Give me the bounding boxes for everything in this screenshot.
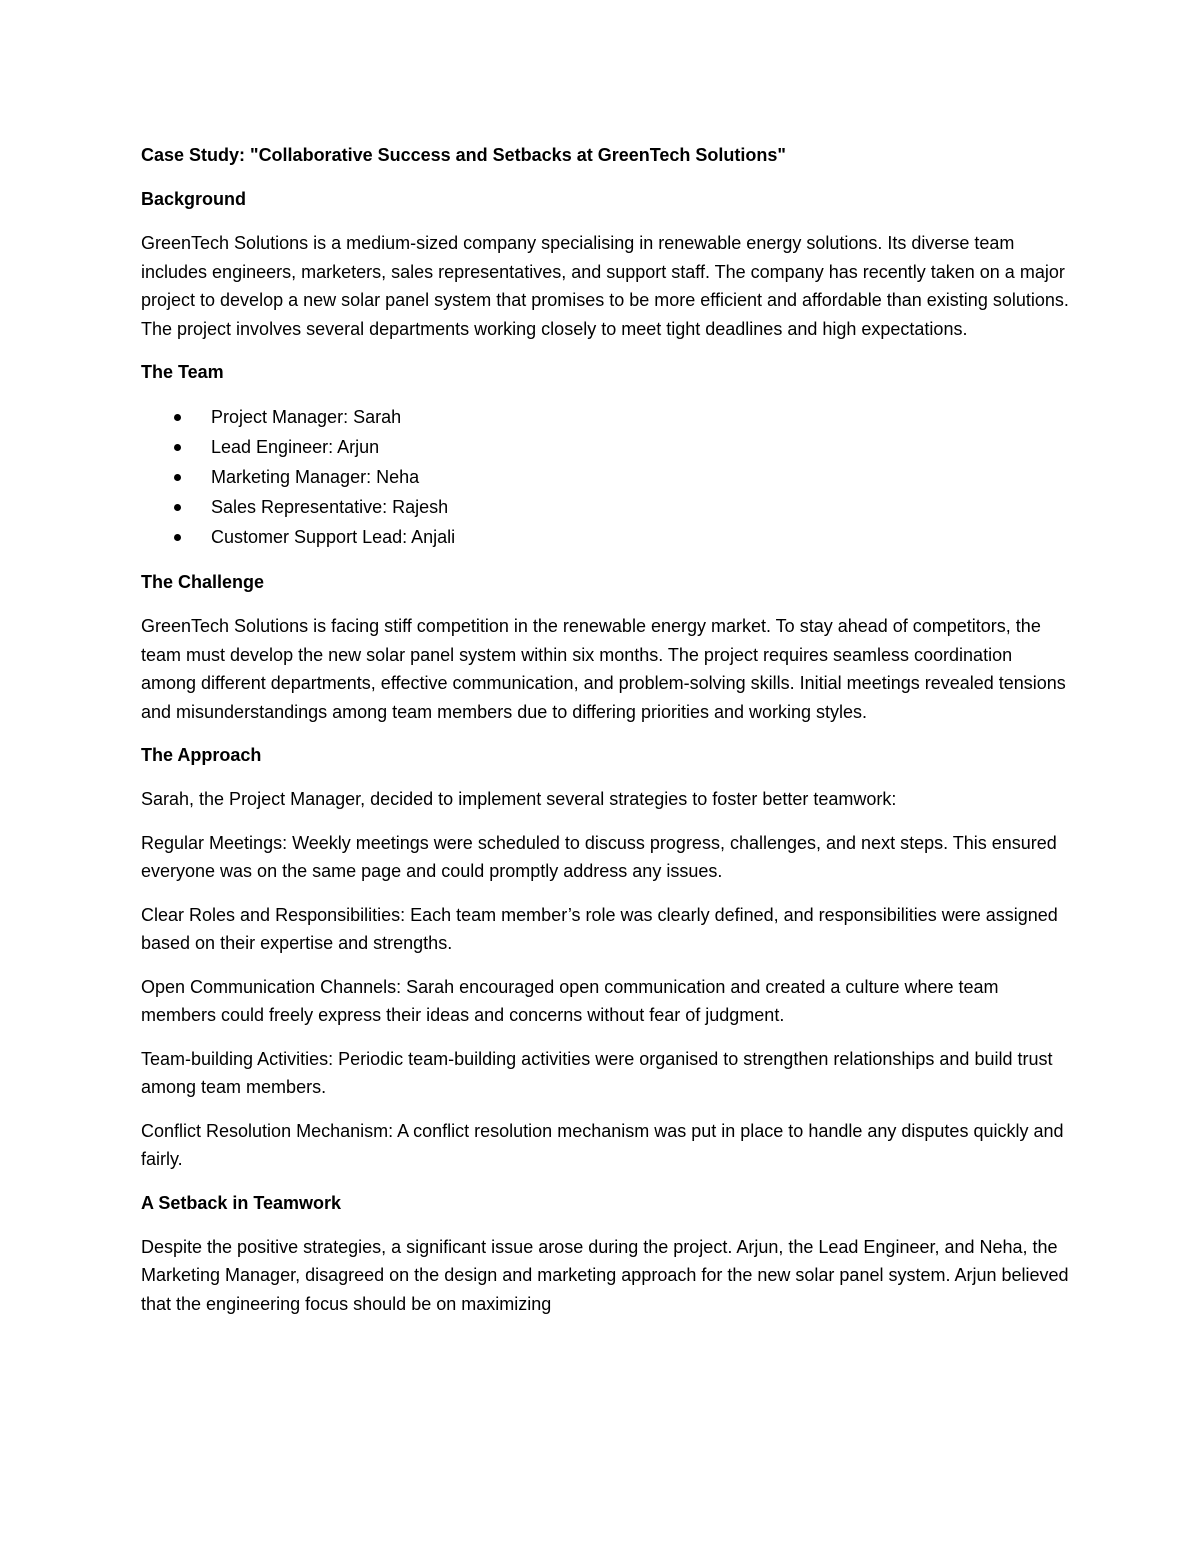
team-list-item [141,402,1071,432]
team-list-item [141,492,1071,522]
heading-challenge: The Challenge [141,572,265,592]
team-list-item [141,522,1071,552]
bullet-icon [174,414,181,421]
approach-intro: Sarah, the Project Manager, decided to implement several strategies to foster better teamwork: [141,789,897,809]
document-page [141,141,1071,1333]
strategy-regular-meetings: Regular Meetings: Weekly meetings were scheduled to discuss progress, challenges, and next steps. This ensured everyone was on the same page and could promptly address any issues. [141,832,1057,881]
bullet-icon [174,534,181,541]
team-member-label: Lead Engineer: Arjun [211,437,380,457]
bullet-icon [174,474,181,481]
challenge-paragraph: GreenTech Solutions is facing stiff competition in the renewable energy market. To stay ahead of competitors, the team must develop the new solar panel system within six months. The project requires seamless coordination among different departments, effective communication, and problem-solving skills. Initial meetings revealed tensions and misunderstandings among team members due to differing priorities and working styles. [141,616,1066,722]
heading-background: Background [141,189,247,209]
heading-approach: The Approach [141,745,262,765]
strategy-open-communication: Open Communication Channels: Sarah encouraged open communication and created a culture where team members could freely express their ideas and concerns without fear of judgment. [141,976,999,1025]
team-member-label: Project Manager: Sarah [211,407,402,427]
team-member-label: Marketing Manager: Neha [211,467,420,487]
bullet-icon [174,504,181,511]
team-member-label: Sales Representative: Rajesh [211,497,449,517]
background-paragraph: GreenTech Solutions is a medium-sized company specialising in renewable energy solutions. Its diverse team includes engineers, marketers, sales representatives, and support staff. The company has recently taken on a major project to develop a new solar panel system that promises to be more efficient and affordable than existing solutions. The project involves several departments working closely to meet tight deadlines and high expectations. [141,233,1069,339]
strategy-clear-roles: Clear Roles and Responsibilities: Each team member’s role was clearly defined, and responsibilities were assigned based on their expertise and strengths. [141,904,1058,953]
team-list-item [141,432,1071,462]
heading-team: The Team [141,362,224,382]
strategy-conflict-resolution: Conflict Resolution Mechanism: A conflict resolution mechanism was put in place to handle any disputes quickly and fairly. [141,1120,1064,1169]
team-list-item [141,462,1071,492]
document-title: Case Study: "Collaborative Success and Setbacks at GreenTech Solutions" [141,145,786,165]
strategy-team-building: Team-building Activities: Periodic team-building activities were organised to strengthen relationships and build trust among team members. [141,1048,1053,1097]
bullet-icon [174,444,181,451]
setback-paragraph: Despite the positive strategies, a significant issue arose during the project. Arjun, the Lead Engineer, and Neha, the Marketing Manager, disagreed on the design and marketing approach for the new solar panel system. Arjun believed that the engineering focus should be on maximizing [141,1236,1069,1314]
team-list [141,402,1071,552]
heading-setback: A Setback in Teamwork [141,1192,342,1213]
team-member-label: Customer Support Lead: Anjali [211,527,456,547]
